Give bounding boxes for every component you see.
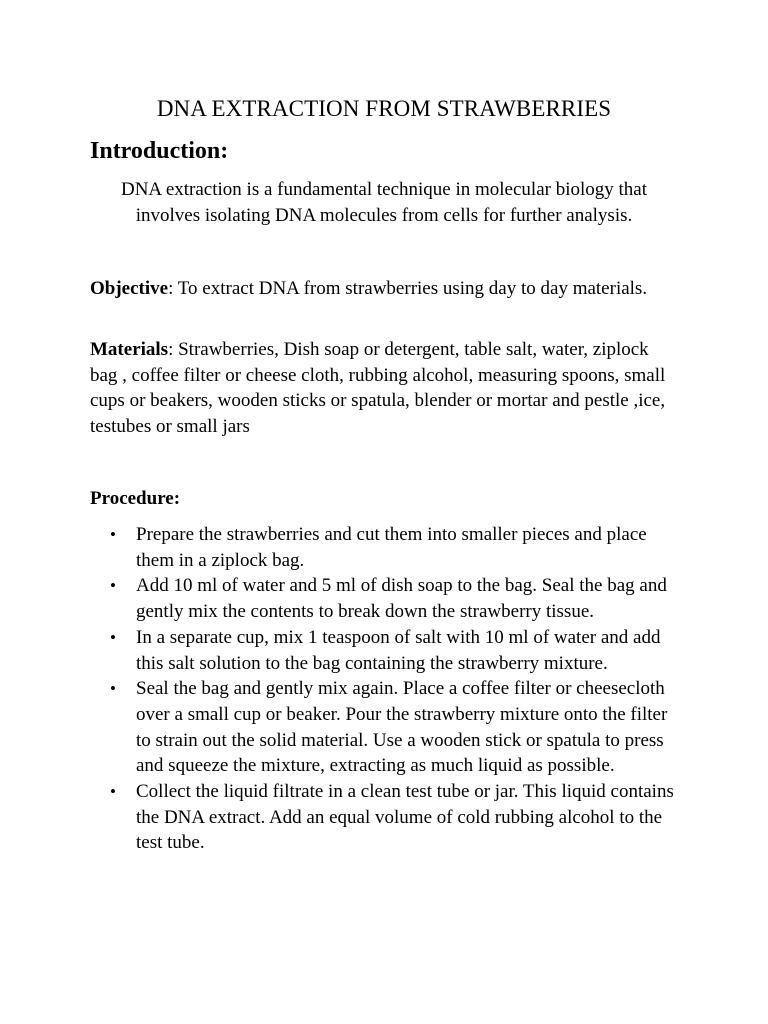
- procedure-step: [90, 522, 682, 573]
- materials-label: Materials: [90, 339, 169, 360]
- objective-paragraph: [90, 276, 680, 302]
- procedure-step-text: Prepare the strawberries and cut them into smaller pieces and place them in a ziplock bag.: [136, 524, 647, 571]
- introduction-text: DNA extraction is a fundamental technique in molecular biology that involves isolating DNA molecules from cells for further analysis.: [120, 179, 648, 226]
- procedure-step-text: Add 10 ml of water and 5 ml of dish soap to the bag. Seal the bag and gently mix the contents to break down the strawberry tissue.: [136, 575, 667, 623]
- introduction-heading: Introduction:: [90, 138, 229, 164]
- procedure-step: [90, 676, 682, 779]
- procedure-step-text: Seal the bag and gently mix again. Place a coffee filter or cheesecloth over a small cup or beaker. Pour the strawberry mixture onto the filter to strain out the solid material. Use a wooden stick or spatula to press and squeeze the mixture, extracting as much liquid as possible.: [136, 678, 668, 777]
- objective-text: : To extract DNA from strawberries using day to day materials.: [168, 278, 648, 299]
- document-title: DNA EXTRACTION FROM STRAWBERRIES: [156, 96, 612, 121]
- bullet-icon: •: [110, 679, 116, 699]
- objective-label: Objective: [90, 278, 169, 299]
- bullet-icon: •: [110, 525, 116, 544]
- bullet-icon: •: [110, 576, 116, 596]
- procedure-heading: Procedure:: [90, 488, 181, 509]
- procedure-step-text: In a separate cup, mix 1 teaspoon of salt with 10 ml of water and add this salt solution to the bag containing the strawberry mixture.: [136, 626, 661, 674]
- procedure-step: [90, 779, 682, 856]
- procedure-step-text: Collect the liquid filtrate in a clean test tube or jar. This liquid contains the DNA extract. Add an equal volume of cold rubbing alcohol to the test tube.: [136, 781, 674, 854]
- bullet-icon: •: [110, 627, 116, 647]
- procedure-step: [90, 625, 682, 676]
- materials-paragraph: [90, 337, 680, 439]
- procedure-step: [90, 573, 682, 624]
- bullet-icon: •: [110, 782, 116, 802]
- procedure-steps-list: [90, 522, 682, 856]
- materials-text: : Strawberries, Dish soap or detergent, table salt, water, ziplock bag , coffee filter or cheese cloth, rubbing alcohol, measuring spoons, small cups or beakers, wooden sticks or spatula, blender or mortar and pestle ,ice, testubes or small jars: [90, 339, 666, 437]
